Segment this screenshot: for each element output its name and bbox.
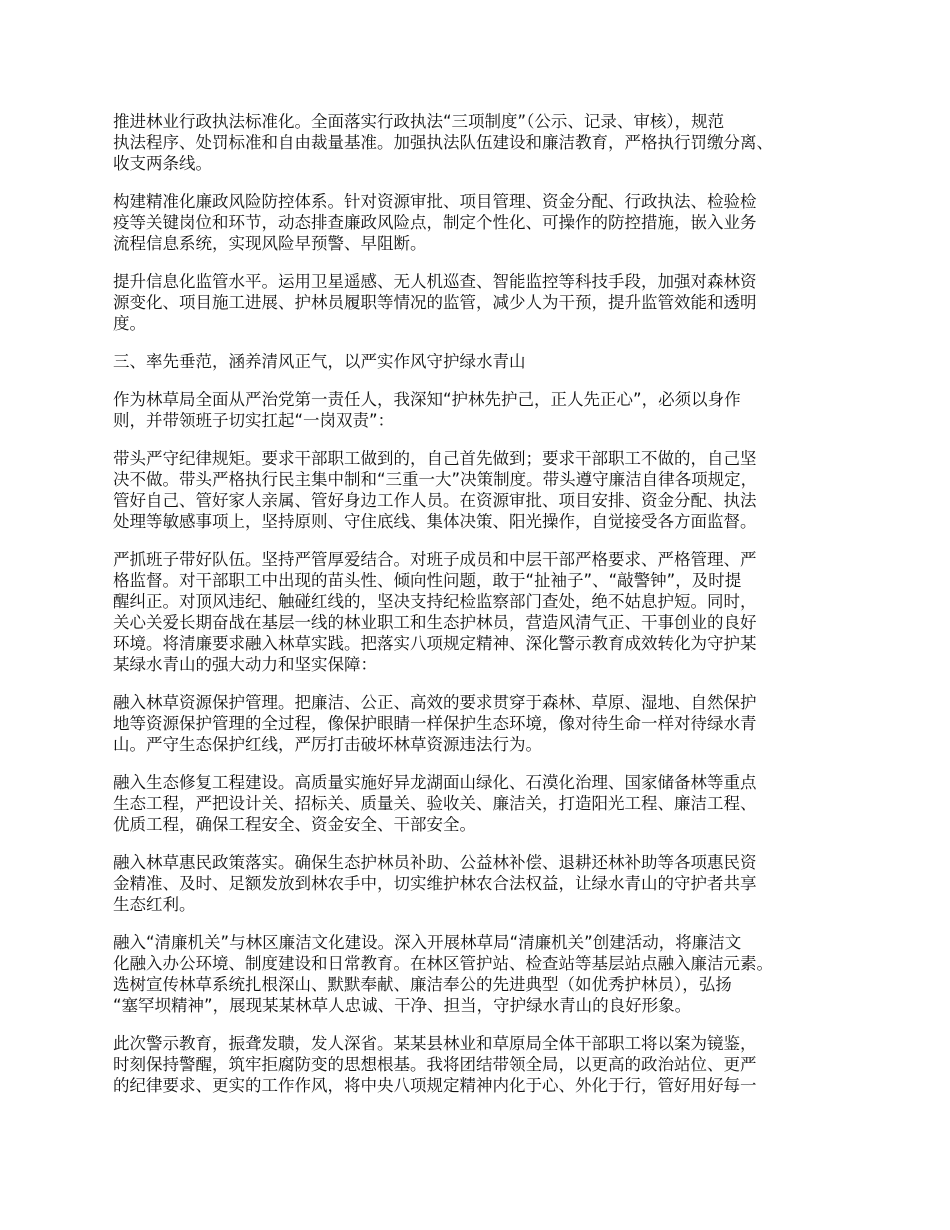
text-line: 醒纠正。对顶风违纪、触碰红线的，坚决支持纪检监察部门查处，绝不姑息护短。同时， — [113, 592, 757, 611]
text-line: 环境。将清廉要求融入林草实践。把落实八项规定精神、深化警示教育成效转化为守护某 — [113, 634, 757, 653]
text-line: 流程信息系统，实现风险早预警、早阻断。 — [113, 234, 427, 253]
paragraph-conclusion — [113, 1033, 873, 1096]
text-line: 生态工程，严把设计关、招标关、质量关、验收关、廉洁关，打造阳光工程、廉洁工程、 — [113, 794, 757, 813]
text-line: 带头严守纪律规矩。要求干部职工做到的，自己首先做到；要求干部职工不做的，自己坚 — [113, 449, 757, 468]
text-line: 则，并带领班子切实扛起“一岗双责”： — [113, 411, 395, 430]
text-line: 融入“清廉机关”与林区廉洁文化建设。深入开展林草局“清廉机关”创建活动，将廉洁文 — [113, 933, 742, 952]
text-line: 决不做。带头严格执行民主集中制和“三重一大”决策制度。带头遵守廉洁自律各项规定， — [113, 470, 758, 489]
paragraph-law-enforcement — [113, 111, 873, 174]
paragraph-risk-control — [113, 191, 873, 254]
text-line: 作为林草局全面从严治党第一责任人，我深知“护林先护己，正人先正心”，必须以身作 — [113, 390, 741, 409]
text-line: 严抓班子带好队伍。坚持严管厚爱结合。对班子成员和中层干部严格要求、严格管理、严 — [113, 550, 757, 569]
paragraph-responsibility — [113, 389, 873, 431]
text-line: 处理等敏感事项上，坚持原则、守住底线、集体决策、阳光操作，自觉接受各方面监督。 — [113, 512, 757, 531]
text-line: 的纪律要求、更实的工作作风，将中央八项规定精神内化于心、外化于行，管好用好每一 — [113, 1076, 757, 1095]
text-line: 收支两条线。 — [113, 154, 212, 173]
text-line: 管好自己、管好家人亲属、管好身边工作人员。在资源审批、项目安排、资金分配、执法 — [113, 491, 757, 510]
text-line: 构建精准化廉政风险防控体系。针对资源审批、项目管理、资金分配、行政执法、检验检 — [113, 192, 757, 211]
paragraph-discipline — [113, 448, 873, 532]
text-line: 时刻保持警醒，筑牢拒腐防变的思想根基。我将团结带领全局，以更高的政治站位、更严 — [113, 1055, 757, 1074]
text-line: 选树宣传林草系统扎根深山、默默奉献、廉洁奉公的先进典型（如优秀护林员），弘扬 — [113, 975, 732, 994]
paragraph-policy-implementation — [113, 852, 873, 915]
text-line: 关心关爱长期奋战在基层一线的林业职工和生态护林员，营造风清气正、干事创业的良好 — [113, 613, 757, 632]
text-line: 此次警示教育，振聋发聩，发人深省。某某县林业和草原局全体干部职工将以案为镜鉴， — [113, 1034, 757, 1053]
text-line: 度。 — [113, 314, 146, 333]
text-line: 生态红利。 — [113, 895, 196, 914]
text-line: 疫等关键岗位和环节，动态排查廉政风险点，制定个性化、可操作的防控措施，嵌入业务 — [113, 213, 757, 232]
heading-text: 三、率先垂范，涵养清风正气，以严实作风守护绿水青山 — [113, 352, 526, 371]
text-line: 金精准、及时、足额发放到林农手中，切实维护林农合法权益，让绿水青山的守护者共享 — [113, 874, 757, 893]
text-line: 化融入办公环境、制度建设和日常教育。在林区管护站、检查站等基层站点融入廉洁元素。 — [113, 954, 773, 973]
paragraph-clean-culture — [113, 932, 873, 1016]
text-line: 执法程序、处罚标准和自由裁量基准。加强执法队伍建设和廉洁教育，严格执行罚缴分离、 — [113, 133, 773, 152]
text-line: 融入林草惠民政策落实。确保生态护林员补助、公益林补偿、退耕还林补助等各项惠民资 — [113, 853, 757, 872]
text-line: 优质工程，确保工程安全、资金安全、干部安全。 — [113, 815, 476, 834]
text-line: 源变化、项目施工进展、护林员履职等情况的监管，减少人为干预，提升监管效能和透明 — [113, 293, 757, 312]
text-line: 融入林草资源保护管理。把廉洁、公正、高效的要求贯穿于森林、草原、湿地、自然保护 — [113, 693, 757, 712]
text-line: 格监督。对干部职工中出现的苗头性、倾向性问题，敢于“扯袖子”、“敲警钟”，及时提 — [113, 571, 742, 590]
paragraph-ecological-restoration — [113, 772, 873, 835]
text-line: 提升信息化监管水平。运用卫星遥感、无人机巡查、智能监控等科技手段，加强对森林资 — [113, 272, 757, 291]
text-line: 融入生态修复工程建设。高质量实施好异龙湖面山绿化、石漠化治理、国家储备林等重点 — [113, 773, 757, 792]
document-page — [113, 111, 873, 1113]
text-line: 某绿水青山的强大动力和坚实保障： — [113, 655, 377, 674]
text-line: “塞罕坝精神”，展现某某林草人忠诚、干净、担当，守护绿水青山的良好形象。 — [113, 996, 692, 1015]
text-line: 地等资源保护管理的全过程，像保护眼睛一样保护生态环境，像对待生命一样对待绿水青 — [113, 714, 757, 733]
text-line: 山。严守生态保护红线，严厉打击破坏林草资源违法行为。 — [113, 735, 542, 754]
section-heading-3 — [113, 351, 873, 372]
text-line: 推进林业行政执法标准化。全面落实行政执法“三项制度”（公示、记录、审核），规范 — [113, 112, 725, 131]
paragraph-supervision — [113, 271, 873, 334]
paragraph-resource-protection — [113, 692, 873, 755]
paragraph-team-management — [113, 549, 873, 675]
